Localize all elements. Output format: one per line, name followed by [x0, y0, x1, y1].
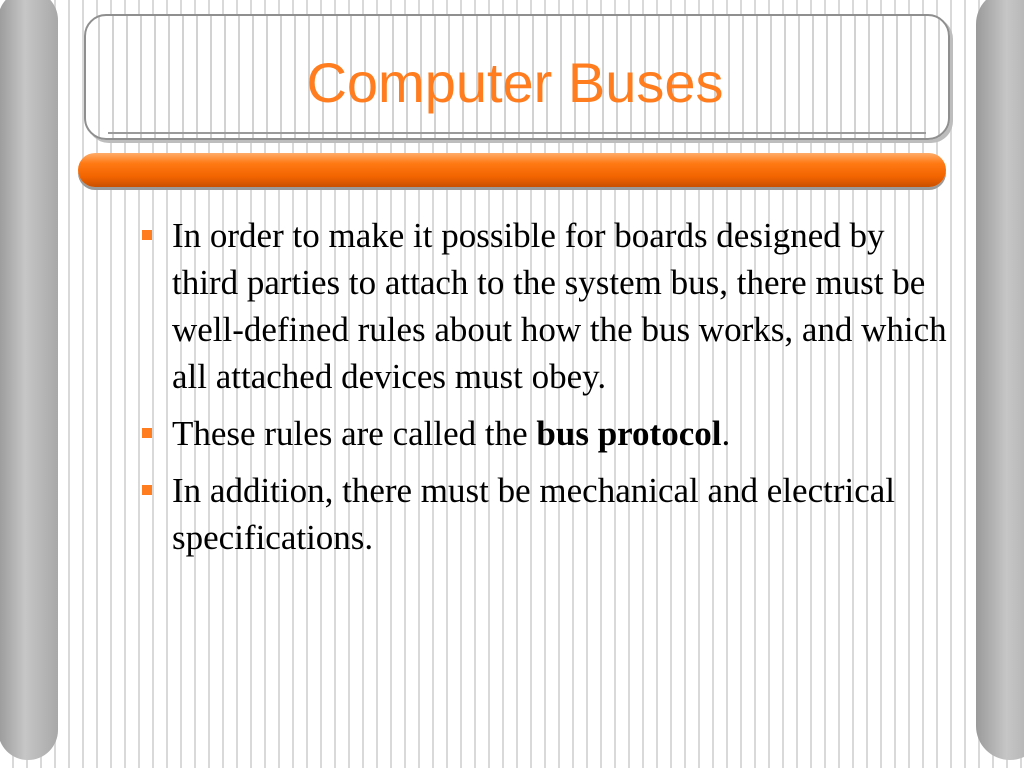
square-bullet-icon	[142, 485, 152, 495]
bullet-text: In addition, there must be mechanical and electrical specifications.	[172, 471, 896, 557]
bullet-list	[134, 212, 954, 571]
slide-title: Computer Buses	[306, 51, 724, 114]
right-decorative-bar	[976, 0, 1024, 760]
orange-accent-bar	[78, 153, 946, 187]
bullet-item	[134, 410, 954, 457]
bullet-text: In order to make it possible for boards designed by third parties to attach to the system bus, there must be well-defined rules about how the bus works, and which all attached devices must obey.	[172, 216, 947, 396]
bus-protocol-term: bus protocol	[536, 414, 722, 453]
square-bullet-icon	[142, 428, 152, 438]
bullet-text-suffix: .	[721, 414, 731, 453]
left-decorative-bar	[0, 0, 58, 760]
bullet-text-prefix: These rules are called the	[172, 414, 537, 453]
bullet-item	[134, 212, 954, 400]
bullet-item	[134, 467, 954, 561]
square-bullet-icon	[142, 230, 152, 240]
